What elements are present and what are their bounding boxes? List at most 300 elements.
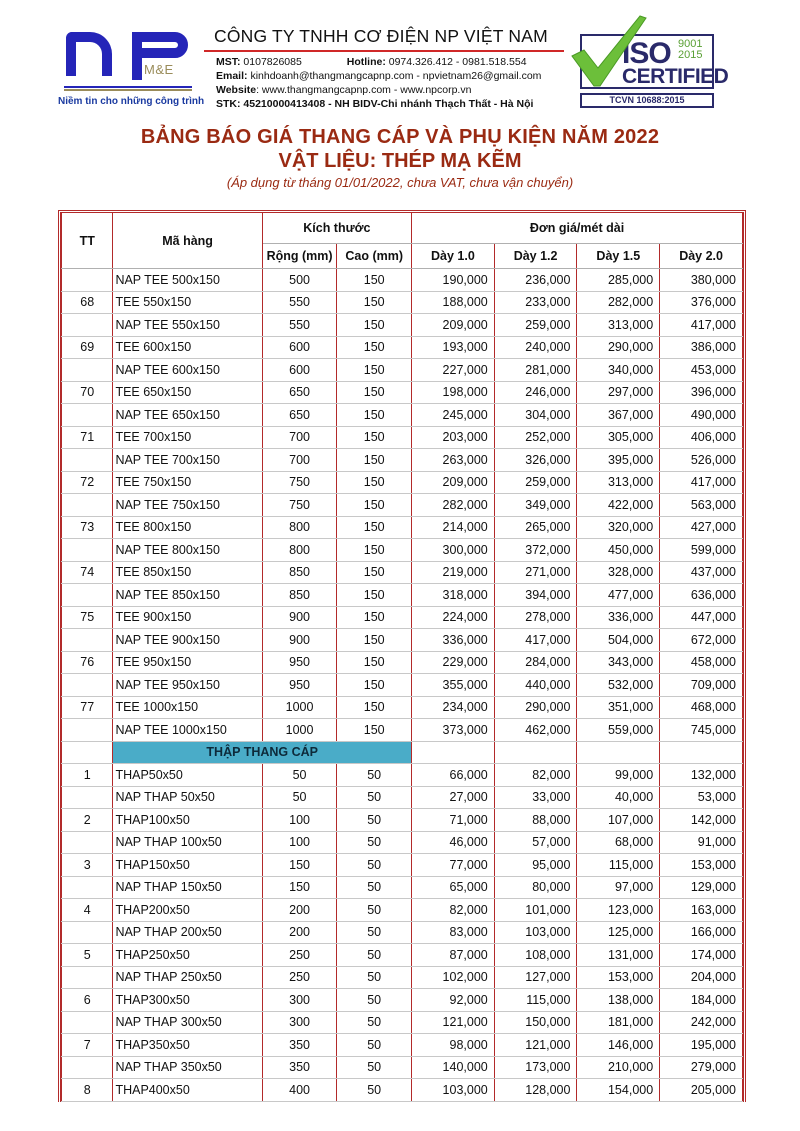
cell-tt: 76 [62,651,113,674]
cell-code: NAP TEE 550x150 [113,314,262,337]
price-table-container [58,210,746,1102]
cell-code: NAP TEE 650x150 [113,404,262,427]
cell-height: 150 [337,269,412,292]
email-row [216,69,564,83]
cell-empty [494,741,577,764]
website-label: Website [216,84,257,96]
cell-code: THAP50x50 [113,764,262,787]
cell-price-1-5: 313,000 [577,314,660,337]
company-name: CÔNG TY TNHH CƠ ĐIỆN NP VIỆT NAM [214,26,548,46]
table-row [62,291,743,314]
cell-width: 50 [262,764,337,787]
cell-price-1-5: 395,000 [577,449,660,472]
cell-price-2-0: 468,000 [660,696,743,719]
iso-year: 2015 [678,49,703,61]
cell-price-1-5: 146,000 [577,1034,660,1057]
cell-code: THAP250x50 [113,944,262,967]
cell-price-2-0: 142,000 [660,809,743,832]
cell-price-1-0: 234,000 [412,696,495,719]
cell-price-2-0: 380,000 [660,269,743,292]
cell-price-2-0: 745,000 [660,719,743,742]
cell-price-1-0: 27,000 [412,786,495,809]
cell-price-1-0: 82,000 [412,899,495,922]
cell-price-1-0: 121,000 [412,1011,495,1034]
checkmark-icon [568,12,648,92]
cell-price-1-2: 417,000 [494,629,577,652]
cell-code: TEE 900x150 [113,606,262,629]
cell-price-2-0: 163,000 [660,899,743,922]
logo-letter-n [66,32,112,76]
cell-height: 50 [337,899,412,922]
cell-height: 150 [337,404,412,427]
cell-price-1-0: 65,000 [412,876,495,899]
cell-price-2-0: 184,000 [660,989,743,1012]
cell-price-1-2: 108,000 [494,944,577,967]
cell-width: 1000 [262,719,337,742]
cell-price-1-5: 340,000 [577,359,660,382]
cell-price-1-0: 66,000 [412,764,495,787]
table-row [62,606,743,629]
cell-price-1-5: 153,000 [577,966,660,989]
bank-account-row [216,97,564,111]
cell-price-1-5: 559,000 [577,719,660,742]
cell-code: NAP THAP 250x50 [113,966,262,989]
header-thickness-1-5: Dày 1.5 [577,244,660,269]
cell-price-1-0: 214,000 [412,516,495,539]
cell-tt: 3 [62,854,113,877]
cell-height: 50 [337,854,412,877]
cell-width: 950 [262,674,337,697]
cell-height: 150 [337,516,412,539]
cell-code: THAP100x50 [113,809,262,832]
cell-tt [62,786,113,809]
cell-price-1-5: 138,000 [577,989,660,1012]
cell-code: TEE 700x150 [113,426,262,449]
cell-width: 500 [262,269,337,292]
cell-height: 50 [337,944,412,967]
cell-price-1-5: 351,000 [577,696,660,719]
cell-width: 250 [262,944,337,967]
cell-tt: 2 [62,809,113,832]
cell-code: NAP TEE 1000x150 [113,719,262,742]
cell-width: 1000 [262,696,337,719]
cell-tt [62,876,113,899]
cell-price-1-2: 246,000 [494,381,577,404]
cell-price-1-0: 190,000 [412,269,495,292]
cell-price-1-2: 265,000 [494,516,577,539]
table-row [62,404,743,427]
cell-price-2-0: 53,000 [660,786,743,809]
cell-height: 50 [337,989,412,1012]
cell-code: TEE 550x150 [113,291,262,314]
cell-price-1-5: 40,000 [577,786,660,809]
cell-price-1-5: 99,000 [577,764,660,787]
cell-price-1-0: 209,000 [412,471,495,494]
table-row [62,629,743,652]
table-row [62,359,743,382]
cell-height: 50 [337,1011,412,1034]
cell-price-1-2: 440,000 [494,674,577,697]
cell-height: 150 [337,561,412,584]
cell-tt: 68 [62,291,113,314]
cell-height: 150 [337,426,412,449]
cell-price-2-0: 386,000 [660,336,743,359]
table-row [62,899,743,922]
table-row [62,674,743,697]
cell-width: 900 [262,606,337,629]
cell-width: 50 [262,786,337,809]
header-price-group: Đơn giá/mét dài [412,213,743,244]
header-rule [204,50,564,52]
cell-price-2-0: 453,000 [660,359,743,382]
cell-price-2-0: 205,000 [660,1079,743,1102]
cell-price-2-0: 672,000 [660,629,743,652]
cell-empty [577,741,660,764]
cell-price-1-0: 203,000 [412,426,495,449]
iso-number: 9001 [678,38,703,50]
cell-code: NAP TEE 800x150 [113,539,262,562]
table-row [62,269,743,292]
website-row [216,83,564,97]
cell-price-1-0: 193,000 [412,336,495,359]
table-row [62,1011,743,1034]
cell-price-1-5: 328,000 [577,561,660,584]
cell-price-1-0: 92,000 [412,989,495,1012]
table-row [62,471,743,494]
cell-price-1-0: 224,000 [412,606,495,629]
cell-price-1-0: 229,000 [412,651,495,674]
cell-price-1-5: 282,000 [577,291,660,314]
cell-code: NAP THAP 150x50 [113,876,262,899]
header-height: Cao (mm) [337,244,412,269]
cell-price-1-2: 173,000 [494,1056,577,1079]
cell-tt: 8 [62,1079,113,1102]
cell-code: NAP THAP 300x50 [113,1011,262,1034]
cell-price-1-0: 263,000 [412,449,495,472]
cell-height: 50 [337,1079,412,1102]
cell-width: 700 [262,426,337,449]
header-width: Rộng (mm) [262,244,337,269]
cell-price-1-2: 128,000 [494,1079,577,1102]
table-row [62,1079,743,1102]
cell-price-1-5: 115,000 [577,854,660,877]
cell-empty [660,741,743,764]
cell-price-1-2: 233,000 [494,291,577,314]
cell-price-1-2: 240,000 [494,336,577,359]
cell-price-1-0: 83,000 [412,921,495,944]
cell-price-1-5: 305,000 [577,426,660,449]
iso-standard [678,39,702,61]
cell-tt [62,314,113,337]
cell-width: 350 [262,1034,337,1057]
cell-price-1-5: 532,000 [577,674,660,697]
cell-price-2-0: 447,000 [660,606,743,629]
cell-tt: 6 [62,989,113,1012]
cell-price-1-2: 462,000 [494,719,577,742]
document-title: BẢNG BÁO GIÁ THANG CÁP VÀ PHỤ KIỆN NĂM 2022 [140,126,660,148]
cell-width: 150 [262,854,337,877]
cell-code: NAP TEE 700x150 [113,449,262,472]
logo-divider [64,86,192,88]
cell-width: 150 [262,876,337,899]
mst-label: MST: [216,56,241,68]
iso-text: ISO [622,37,671,70]
cell-tt [62,674,113,697]
cell-code: TEE 800x150 [113,516,262,539]
cell-price-1-2: 57,000 [494,831,577,854]
section-row [62,741,743,764]
cell-height: 150 [337,291,412,314]
cell-height: 150 [337,359,412,382]
cell-price-1-2: 95,000 [494,854,577,877]
cell-price-1-5: 297,000 [577,381,660,404]
table-row [62,1056,743,1079]
table-row [62,854,743,877]
cell-width: 200 [262,921,337,944]
logo-slogan: Niềm tin cho những công trình [58,96,205,107]
cell-width: 900 [262,629,337,652]
cell-code: NAP TEE 500x150 [113,269,262,292]
cell-width: 650 [262,404,337,427]
header-size-group: Kích thước [262,213,411,244]
cell-price-1-5: 367,000 [577,404,660,427]
document-titles [0,126,800,190]
material-title: VẬT LIỆU: THÉP MẠ KẼM [278,150,522,172]
cell-price-1-0: 209,000 [412,314,495,337]
table-row [62,381,743,404]
cell-code: NAP TEE 750x150 [113,494,262,517]
bank-account: STK: 45210000413408 - NH BIDV-Chi nhánh Thạch Thất - Hà Nội [216,98,534,110]
table-row [62,449,743,472]
cell-height: 50 [337,809,412,832]
cell-tt [62,966,113,989]
cell-width: 550 [262,314,337,337]
cell-price-2-0: 153,000 [660,854,743,877]
cell-price-1-0: 336,000 [412,629,495,652]
table-row [62,921,743,944]
cell-price-2-0: 417,000 [660,314,743,337]
table-row [62,831,743,854]
cell-height: 50 [337,764,412,787]
cell-price-1-0: 373,000 [412,719,495,742]
cell-price-1-0: 102,000 [412,966,495,989]
cell-price-1-5: 477,000 [577,584,660,607]
cell-price-1-0: 87,000 [412,944,495,967]
cell-price-2-0: 91,000 [660,831,743,854]
cell-width: 100 [262,809,337,832]
hotline-value: 0974.326.412 - 0981.518.554 [388,56,527,68]
cell-price-1-5: 320,000 [577,516,660,539]
cell-price-1-2: 103,000 [494,921,577,944]
cell-code: TEE 950x150 [113,651,262,674]
cell-price-2-0: 599,000 [660,539,743,562]
cell-tt [62,719,113,742]
cell-tt [62,449,113,472]
cell-price-1-2: 326,000 [494,449,577,472]
cell-height: 150 [337,719,412,742]
cell-price-2-0: 417,000 [660,471,743,494]
cell-price-1-2: 150,000 [494,1011,577,1034]
table-row [62,651,743,674]
header-thickness-1-2: Dày 1.2 [494,244,577,269]
header-tt: TT [62,213,113,269]
cell-price-2-0: 490,000 [660,404,743,427]
cell-height: 50 [337,786,412,809]
table-row [62,966,743,989]
cell-width: 950 [262,651,337,674]
cell-code: NAP TEE 600x150 [113,359,262,382]
cell-price-1-2: 80,000 [494,876,577,899]
cell-tt [62,269,113,292]
cell-tt: 4 [62,899,113,922]
cell-tt [62,1011,113,1034]
cell-height: 150 [337,471,412,494]
table-row [62,314,743,337]
cell-price-1-0: 282,000 [412,494,495,517]
cell-width: 750 [262,494,337,517]
cell-height: 150 [337,584,412,607]
header-thickness-2-0: Dày 2.0 [660,244,743,269]
cell-height: 150 [337,674,412,697]
cell-height: 50 [337,876,412,899]
cell-price-1-5: 343,000 [577,651,660,674]
cell-height: 150 [337,629,412,652]
cell-price-1-2: 33,000 [494,786,577,809]
pricing-note: (Áp dụng từ tháng 01/01/2022, chưa VAT, chưa vận chuyển) [226,175,574,190]
cell-height: 150 [337,336,412,359]
cell-price-1-5: 504,000 [577,629,660,652]
cell-price-1-0: 318,000 [412,584,495,607]
cell-price-1-2: 252,000 [494,426,577,449]
cell-tt: 77 [62,696,113,719]
cell-width: 300 [262,1011,337,1034]
cell-tt [62,404,113,427]
price-table-body [62,269,743,1102]
cell-width: 300 [262,989,337,1012]
cell-price-1-2: 281,000 [494,359,577,382]
cell-width: 200 [262,899,337,922]
header-thickness-1-0: Dày 1.0 [412,244,495,269]
cell-height: 50 [337,831,412,854]
cell-price-2-0: 526,000 [660,449,743,472]
cell-price-2-0: 427,000 [660,516,743,539]
section-header: THẬP THANG CÁP [113,741,412,764]
cell-tt: 75 [62,606,113,629]
cell-price-1-5: 68,000 [577,831,660,854]
cell-code: THAP300x50 [113,989,262,1012]
cell-width: 650 [262,381,337,404]
cell-price-2-0: 406,000 [660,426,743,449]
cell-price-1-2: 88,000 [494,809,577,832]
tax-hotline-row [216,55,564,69]
cell-price-1-0: 46,000 [412,831,495,854]
table-row [62,516,743,539]
cell-price-2-0: 636,000 [660,584,743,607]
cell-price-1-2: 278,000 [494,606,577,629]
company-info-block [204,26,564,111]
cell-price-1-2: 101,000 [494,899,577,922]
email-value[interactable]: kinhdoanh@thangmangcapnp.com - npvietnam26@gmail.com [250,70,542,82]
table-row [62,876,743,899]
cell-price-1-2: 82,000 [494,764,577,787]
cell-price-1-0: 300,000 [412,539,495,562]
cell-tt [62,921,113,944]
cell-tt: 74 [62,561,113,584]
cell-price-1-0: 103,000 [412,1079,495,1102]
cell-price-1-2: 372,000 [494,539,577,562]
cell-tt: 72 [62,471,113,494]
mst-value: 0107826085 [243,56,302,68]
website-value[interactable]: : www.thangmangcapnp.com - www.npcorp.vn [256,84,472,96]
cell-price-1-0: 71,000 [412,809,495,832]
cell-price-2-0: 129,000 [660,876,743,899]
cell-tt [62,1056,113,1079]
cell-height: 150 [337,651,412,674]
company-logo [58,28,205,110]
cell-price-1-2: 259,000 [494,471,577,494]
cell-price-1-5: 107,000 [577,809,660,832]
cell-height: 50 [337,966,412,989]
cell-code: TEE 750x150 [113,471,262,494]
cell-width: 850 [262,561,337,584]
table-row [62,336,743,359]
cell-tt: 73 [62,516,113,539]
cell-price-1-0: 219,000 [412,561,495,584]
cell-price-1-5: 131,000 [577,944,660,967]
cell-height: 150 [337,381,412,404]
cell-height: 150 [337,696,412,719]
cell-height: 50 [337,1034,412,1057]
cell-price-2-0: 174,000 [660,944,743,967]
cell-code: TEE 600x150 [113,336,262,359]
cell-price-2-0: 166,000 [660,921,743,944]
cell-price-1-0: 77,000 [412,854,495,877]
cell-height: 50 [337,921,412,944]
cell-width: 600 [262,359,337,382]
header-code: Mã hàng [113,213,262,269]
cell-tt: 5 [62,944,113,967]
cell-tt [62,494,113,517]
cell-width: 800 [262,539,337,562]
cell-price-1-5: 181,000 [577,1011,660,1034]
cell-price-1-5: 290,000 [577,336,660,359]
iso-certified-badge [578,34,729,108]
table-row [62,696,743,719]
table-row [62,1034,743,1057]
cell-price-1-5: 450,000 [577,539,660,562]
cell-code: NAP TEE 950x150 [113,674,262,697]
cell-price-2-0: 195,000 [660,1034,743,1057]
hotline-label: Hotline: [346,56,386,68]
cell-price-2-0: 242,000 [660,1011,743,1034]
cell-price-1-5: 285,000 [577,269,660,292]
cell-tt [62,584,113,607]
cell-price-2-0: 132,000 [660,764,743,787]
cell-width: 100 [262,831,337,854]
cell-price-1-0: 140,000 [412,1056,495,1079]
cell-empty [412,741,495,764]
table-row [62,494,743,517]
cell-code: NAP THAP 50x50 [113,786,262,809]
cell-tt [62,359,113,382]
cell-width: 600 [262,336,337,359]
table-row [62,426,743,449]
cell-price-1-0: 245,000 [412,404,495,427]
cell-width: 750 [262,471,337,494]
cell-price-1-5: 422,000 [577,494,660,517]
cell-height: 150 [337,539,412,562]
table-row [62,944,743,967]
